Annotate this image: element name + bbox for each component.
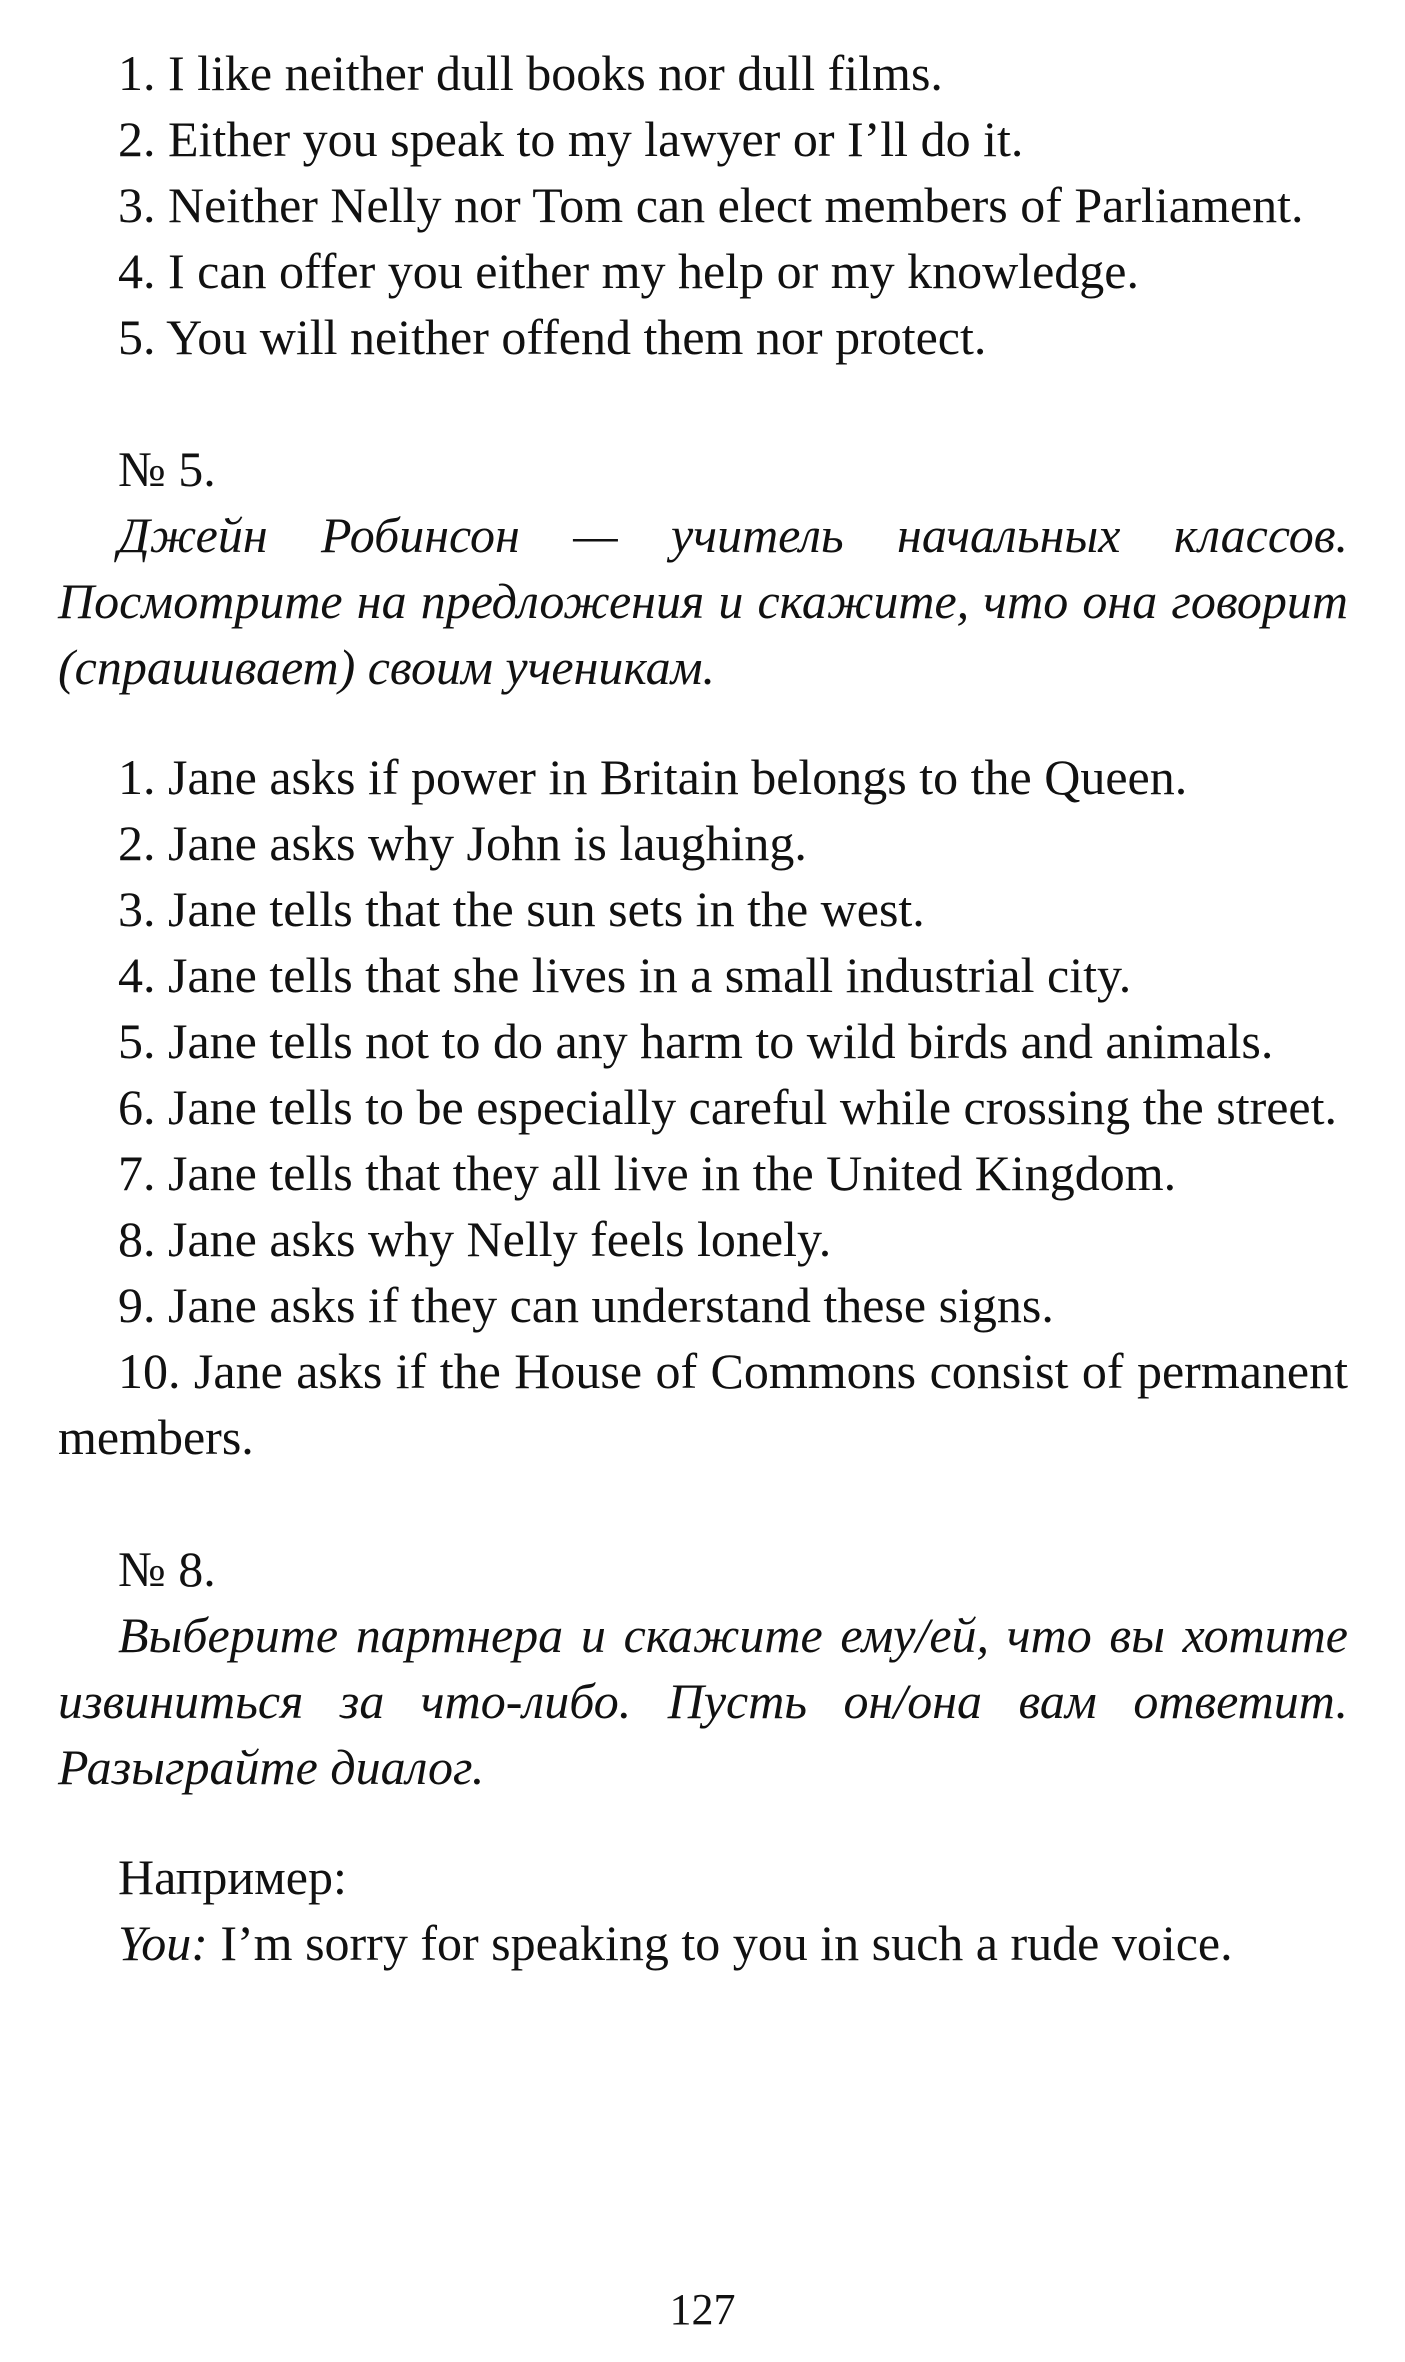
sentence-list-1 [58,40,1348,370]
list-item: 3. Neither Nelly nor Tom can elect members of Parliament. [118,177,1304,233]
list-item: 2. Either you speak to my lawyer or I’ll do it. [118,111,1024,167]
list-item: 3. Jane tells that the sun sets in the west. [118,881,925,937]
page-number: 127 [669,2285,736,2334]
list-item: 2. Jane asks why John is laughing. [118,815,807,871]
list-item: 5. You will neither offend them nor protect. [118,309,987,365]
dialog-speaker: You: [118,1915,208,1971]
list-item: 1. I like neither dull books nor dull films. [118,45,943,101]
exercise-8-instruction: Выберите партнера и скажите ему/ей, что вы хотите извиниться за что-либо. Пусть он/она вам ответит. Разыграйте диалог. [58,1607,1348,1795]
list-item: 9. Jane asks if they can understand these signs. [118,1277,1054,1333]
page-content [58,40,1348,1976]
list-item: 4. Jane tells that she lives in a small industrial city. [118,947,1132,1003]
list-item: 8. Jane asks why Nelly feels lonely. [118,1211,832,1267]
dialog-line [58,1910,1348,1976]
list-item: 10. Jane asks if the House of Commons consist of permanent members. [58,1343,1348,1465]
list-item: 5. Jane tells not to do any harm to wild birds and animals. [118,1013,1274,1069]
list-item: 7. Jane tells that they all live in the United Kingdom. [118,1145,1177,1201]
example-label: Например: [118,1849,347,1905]
dialog-text: I’m sorry for speaking to you in such a rude voice. [207,1915,1233,1971]
list-item: 6. Jane tells to be especially careful while crossing the street. [118,1079,1338,1135]
exercise-8-heading: № 8. [118,1541,216,1597]
list-item: 1. Jane asks if power in Britain belongs to the Queen. [118,749,1188,805]
list-item: 4. I can offer you either my help or my knowledge. [118,243,1139,299]
sentence-list-5 [58,744,1348,1470]
exercise-5-heading: № 5. [118,441,216,497]
exercise-5-instruction: Джейн Робинсон — учитель начальных классов. Посмотрите на предложения и скажите, что она говорит (спрашивает) своим ученикам. [58,507,1348,695]
